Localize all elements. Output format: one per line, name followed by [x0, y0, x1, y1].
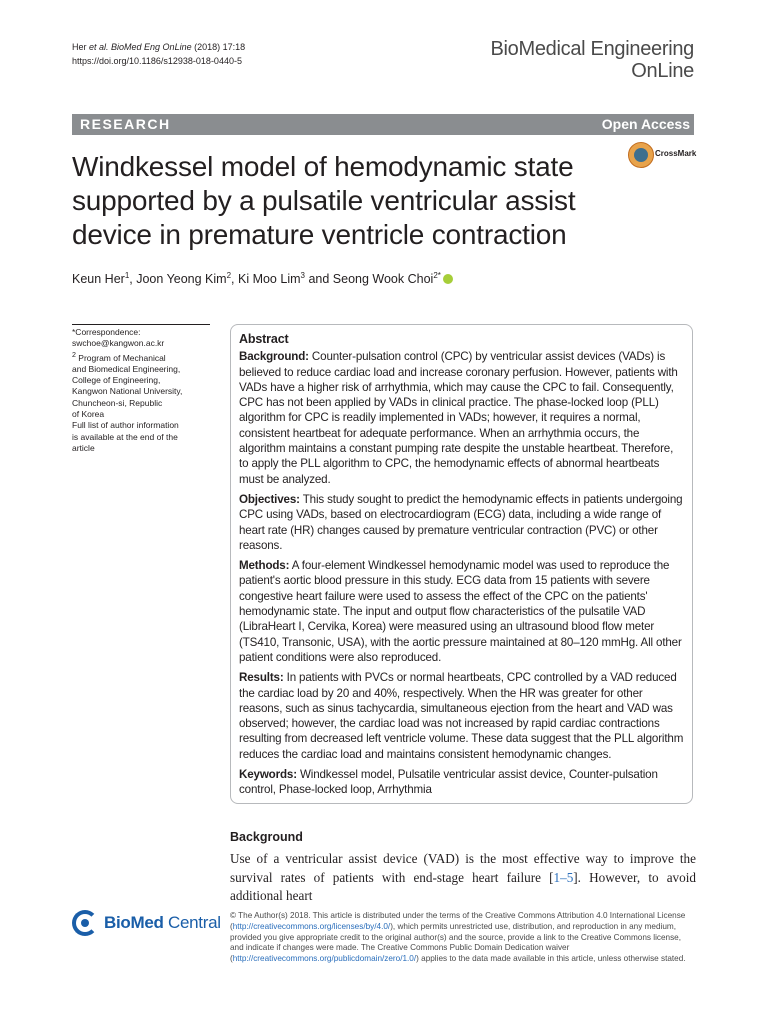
affiliation-text [72, 350, 210, 421]
abstract-keywords [239, 767, 684, 798]
license-text [230, 911, 696, 965]
author-list [72, 271, 453, 286]
body-text-1: Use of a ventricular assist device (VAD) is the most effective way to improve the survival rates of patients with end-stage heart failure [ [230, 851, 696, 885]
license-link-zero[interactable]: http://creativecommons.org/publicdomain/zero/1.0/ [232, 954, 417, 964]
abstract-methods [239, 558, 684, 665]
affiliation-sup: 2 [72, 350, 76, 359]
author-name[interactable]: Seong Wook Choi [332, 272, 434, 287]
biomed-central-logo [72, 910, 222, 938]
objectives-text: This study sought to predict the hemodynamic effects in patients undergoing CPC using VADs, based on electrocardiogram (ECG) data, including a wide range of heart rate (HR) changes caused by premature ventricular contraction (PVC) or other reasons. [239, 492, 683, 552]
author-name[interactable]: Ki Moo Lim [237, 272, 301, 287]
license-link-by[interactable]: http://creativecommons.org/licenses/by/4.0/ [232, 921, 391, 931]
affiliation-body: Program of Mechanical and Biomedical Engineering, College of Engineering, Kangwon National University, Chuncheon-si, Republic of Korea [72, 352, 183, 419]
abstract-results [239, 670, 684, 762]
article-title: Windkessel model of hemodynamic state supported by a pulsatile ventricular assist device in premature ventricle contraction [72, 151, 576, 250]
methods-text: A four-element Windkessel hemodynamic model was used to reproduce the patient's aortic blood pressure in this study. ECG data from 15 patients with severe congestive heart failure were used to assess the effect of the CPC on the patients' hemodynamic state. The input and output flow characteristics of the pulsatile VAD (LibraHeart I, Cervika, Korea) were measured using an ultrasound blood flow meter (TS410, Transonic, USA), with the aortic pressure maintained at 80–120 mmHg. All other patient conditions were also reproduced. [239, 559, 682, 664]
journal-logo [490, 38, 694, 82]
section-label: RESEARCH [80, 116, 171, 132]
license-part2: ), which permits unrestricted use, distribution, and reproduction in any medium, provided you give appropriate credit to the original author(s) and the source, provide a link to the Creative Commons license, and indicate if changes were made. The Creative Commons Public Domain Dedication waiver ( [230, 921, 682, 964]
doi-link[interactable]: https://doi.org/10.1186/s12938-018-0440-5 [72, 56, 242, 66]
author-name[interactable]: Joon Yeong Kim [136, 272, 227, 287]
author-separator: and [304, 272, 333, 287]
publisher-rest: Central [163, 913, 221, 932]
background-text: Counter-pulsation control (CPC) by ventricular assist devices (VADs) is believed to reduce cardiac load and increase coronary perfusion. However, patients with VADs have a higher risk of arrhythmia, which may cause the CPC to fail. Consequently, CPC has not been applied by VADs in clinical practice. The phase-locked loop (PLL) algorithm for CPC is readily implemented in VADs; however, it requires a normal, consistent heartbeat for adequate performance. When an arrhythmia occurs, the algorithm maintains a constant pumping rate despite the unstable heartbeat. Therefore, to apply the PLL algorithm to CPC, the hemodynamic effects of abnormal heartbeats must be analyzed. [239, 350, 678, 486]
section-bar [72, 114, 694, 135]
results-label: Results: [239, 671, 284, 685]
crossmark-icon [628, 142, 654, 168]
methods-label: Methods: [239, 559, 290, 573]
keywords-text: Windkessel model, Pulsatile ventricular assist device, Counter-pulsation control, Phase-locked loop, Arrhythmia [239, 768, 658, 797]
abstract-heading: Abstract [239, 332, 289, 346]
license-part1: © The Author(s) 2018. This article is distributed under the terms of the Creative Commons Attribution 4.0 International License ( [230, 911, 686, 931]
author-info-note: Full list of author information is available at the end of the article [72, 420, 179, 453]
keywords-label: Keywords: [239, 768, 297, 782]
author-separator: , [129, 272, 137, 287]
orcid-icon[interactable] [443, 274, 453, 284]
reference-link[interactable]: 1–5 [553, 869, 574, 885]
publisher-bold: BioMed [104, 913, 164, 932]
author-affiliation-sup: 1 [124, 271, 130, 280]
objectives-label: Objectives: [239, 492, 300, 506]
crossmark-label: CrossMark [655, 149, 697, 158]
correspondence-sidebar [72, 324, 210, 454]
crossmark-badge[interactable] [628, 142, 698, 168]
article-citation [72, 40, 245, 68]
author-affiliation-sup: 2 [226, 271, 232, 280]
bmc-dot-icon [81, 919, 89, 927]
abstract-background [239, 349, 684, 487]
abstract-objectives [239, 492, 684, 553]
section-heading-background: Background [230, 830, 303, 844]
journal-name-line1: BioMedical Engineering [490, 38, 694, 60]
citation-year: (2018) 17:18 [191, 42, 246, 52]
author-name[interactable]: Keun Her [72, 272, 125, 287]
body-paragraph [230, 850, 696, 906]
correspondence-label: *Correspondence: [72, 327, 141, 337]
publisher-name [104, 913, 221, 933]
license-part3: ) applies to the data made available in this article, unless otherwise stated. [416, 954, 686, 964]
author-affiliation-sup: 2* [433, 271, 441, 280]
body-text-2: ]. However, to avoid additional heart [230, 869, 696, 903]
author-separator: , [231, 272, 238, 287]
citation-journal: et al. BioMed Eng OnLine [89, 42, 192, 52]
correspondence-email[interactable]: swchoe@kangwon.ac.kr [72, 338, 165, 349]
citation-authors: Her [72, 42, 90, 52]
journal-name-line2: OnLine [631, 60, 694, 82]
author-affiliation-sup: 3 [300, 271, 305, 280]
results-text: In patients with PVCs or normal heartbeats, CPC controlled by a VAD reduced the cardiac load by 20 and 40%, respectively. When the HR was greater for other reasons, such as sinus tachycardia, simultaneous ejection from the heart and VAD was observed; however, the cardiac load was not increased by rapid cardiac contractions resulting from decreased left ventricle volume. These data suggest that the PLL algorithm reduces the cardiac load and maintains consistent hemodynamic changes. [239, 671, 684, 761]
open-access-label: Open Access [601, 116, 690, 132]
background-label: Background: [239, 350, 309, 364]
abstract-box [230, 324, 693, 804]
